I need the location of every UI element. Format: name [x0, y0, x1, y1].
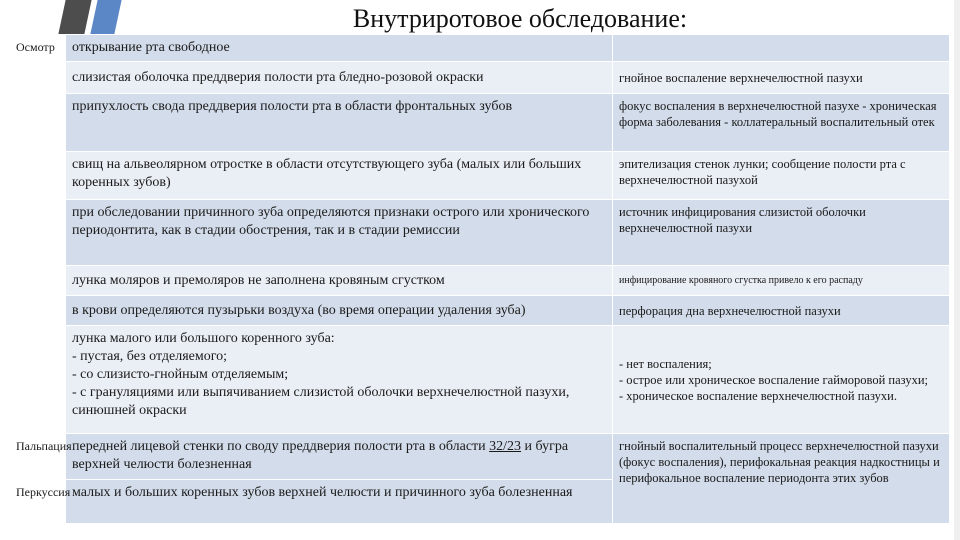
decorative-bar-grey: [58, 0, 91, 34]
finding-text: и бугра верхней челюсти болезненная: [72, 439, 569, 472]
table-row: [13, 62, 950, 94]
table-row: [13, 35, 950, 62]
right-edge-strip: [954, 0, 960, 540]
section-label-empty: [13, 62, 66, 94]
table-row: [13, 266, 950, 296]
section-label-perkussiya: Перкуссия: [13, 480, 66, 524]
table-row: [13, 434, 950, 480]
section-label-empty: [13, 152, 66, 200]
finding-text: передней лицевой стенки по своду преддверия полости рта в области: [72, 439, 490, 454]
interpretation-cell: гнойный воспалительный процесс верхнечелюстной пазухи (фокус воспаления), перифокальная реакция надкостницы и перифокальное воспаление периодонта этих зубов: [613, 434, 950, 524]
section-label-osmotr: Осмотр: [13, 35, 66, 62]
interpretation-cell: эпителизация стенок лунки; сообщение полости рта с верхнечелюстной пазухой: [613, 152, 950, 200]
decorative-bar-blue: [90, 0, 121, 34]
table-row: [13, 200, 950, 266]
section-label-empty: [13, 266, 66, 296]
interpretation-cell: фокус воспаления в верхнечелюстной пазухе - хроническая форма заболевания - коллатеральный воспалительный отек: [613, 94, 950, 152]
interpretation-cell: - нет воспаления; - острое или хроническое воспаление гайморовой пазухи; - хроническое воспаление верхнечелюстной пазухи.: [613, 326, 950, 434]
finding-cell: свищ на альвеолярном отростке в области отсутствующего зуба (малых или больших коренных зубов): [66, 152, 613, 200]
finding-cell: [66, 434, 613, 480]
examination-table: [12, 34, 950, 524]
interpretation-cell: инфицирование кровяного сгустка привело к его распаду: [613, 266, 950, 296]
table-row: [13, 296, 950, 326]
section-label-empty: [13, 326, 66, 434]
interpretation-cell: перфорация дна верхнечелюстной пазухи: [613, 296, 950, 326]
interpretation-cell: источник инфицирования слизистой оболочки верхнечелюстной пазухи: [613, 200, 950, 266]
finding-cell: малых и больших коренных зубов верхней челюсти и причинного зуба болезненная: [66, 480, 613, 524]
section-label-empty: [13, 94, 66, 152]
finding-cell: открывание рта свободное: [66, 35, 613, 62]
table-row: [13, 94, 950, 152]
slide-title: Внутриротовое обследование:: [352, 4, 688, 33]
section-label-empty: [13, 200, 66, 266]
finding-cell: припухлость свода преддверия полости рта в области фронтальных зубов: [66, 94, 613, 152]
finding-cell: при обследовании причинного зуба определяются признаки острого или хронического периодонтита, как в стадии обострения, так и в стадии ремиссии: [66, 200, 613, 266]
table-row: [13, 326, 950, 434]
table-row: [13, 152, 950, 200]
interpretation-cell: [613, 35, 950, 62]
finding-cell: в крови определяются пузырьки воздуха (во время операции удаления зуба): [66, 296, 613, 326]
section-label-palpatsiya: Пальпация: [13, 434, 66, 480]
finding-cell: лунка моляров и премоляров не заполнена кровяным сгустком: [66, 266, 613, 296]
finding-cell: слизистая оболочка преддверия полости рта бледно-розовой окраски: [66, 62, 613, 94]
finding-cell: лунка малого или большого коренного зуба: - пустая, без отделяемого; - со слизисто-гнойным отделяемым; - с грануляциями или выпячиванием слизистой оболочки верхнечелюстной пазухи, синюшней окраски: [66, 326, 613, 434]
interpretation-cell: гнойное воспаление верхнечелюстной пазухи: [613, 62, 950, 94]
section-label-empty: [13, 296, 66, 326]
tooth-numbers: 32/23: [489, 439, 522, 454]
